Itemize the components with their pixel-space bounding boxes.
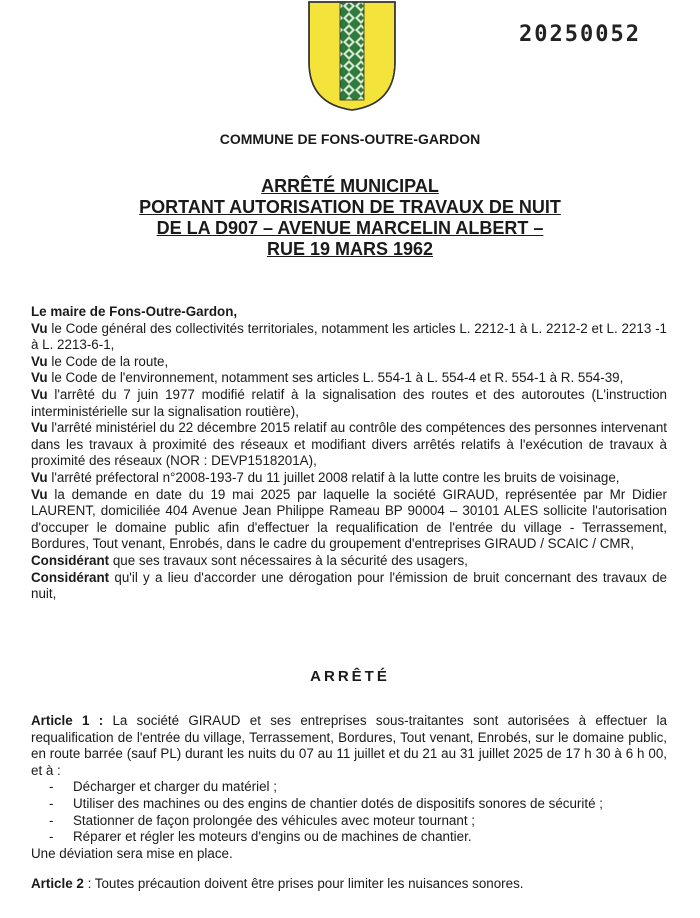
list-item: - Utiliser des machines ou des engins de chantier dotés de dispositifs sonores de sécurité ; [49, 796, 667, 813]
title-line: ARRÊTÉ MUNICIPAL [261, 176, 439, 196]
document-title [60, 176, 640, 260]
article-1-closing: Une déviation sera mise en place. [31, 845, 233, 861]
articles [31, 713, 667, 893]
municipal-crest-logo [307, 0, 397, 112]
preamble-vu: Vu l'arrêté préfectoral n°2008-193-7 du 11 juillet 2008 relatif à la lutte contre les bruits de voisinage, [31, 469, 620, 485]
preamble-vu: Vu l'arrêté du 7 juin 1977 modifié relatif à la signalisation des routes et des autoroutes (L'instruction interministérielle sur la signalisation routière), [31, 386, 667, 419]
preamble-vu: Vu le Code général des collectivités territoriales, notamment les articles L. 2212-1 à L. 2212-2 et L. 2213 -1 à L. 2213-6-1, [31, 320, 667, 353]
arrete-heading: ARRÊTÉ [310, 668, 390, 685]
title-line: DE LA D907 – AVENUE MARCELIN ALBERT – [156, 218, 544, 238]
article-1: Article 1 : La société GIRAUD et ses entreprises sous-traitantes sont autorisées à effectuer la requalification de l'entrée du village, Terrassement, Bordures, Tout venant, Enrobés, sur le domaine public, en route barrée (sauf PL) durant les nuits du 07 au 11 juillet et du 21 au 31 juillet 2025 de 17 h 30 à 6 h 00, et à : [31, 713, 667, 778]
preamble-considerant: Considérant qu'il y a lieu d'accorder une dérogation pour l'émission de bruit concernant des travaux de nuit, [31, 569, 667, 602]
article-1-list [31, 779, 667, 845]
title-line: RUE 19 MARS 1962 [266, 239, 434, 259]
preamble-vu: Vu le Code de l'environnement, notamment ses articles L. 554-1 à L. 554-4 et R. 554-1 à R. 554-39, [31, 370, 624, 386]
preamble-vu: Vu l'arrêté ministériel du 22 décembre 2015 relatif au contrôle des compétences des personnes intervenant dans les travaux à proximité des réseaux et modifiant divers arrêtés relatifs à l'exécution de travaux à proximité des réseaux (NOR : DEVP1518201A), [31, 420, 667, 469]
commune-name: COMMUNE DE FONS-OUTRE-GARDON [219, 131, 481, 147]
preamble [31, 304, 667, 603]
list-item: - Stationner de façon prolongée des véhicules avec moteur tournant ; [49, 813, 667, 830]
list-item: - Réparer et régler les moteurs d'engins ou de machines de chantier. [49, 829, 667, 846]
preamble-mayor: Le maire de Fons-Outre-Gardon, [31, 304, 238, 319]
preamble-considerant: Considérant que ses travaux sont nécessaires à la sécurité des usagers, [31, 552, 468, 568]
list-item: - Décharger et charger du matériel ; [49, 779, 667, 796]
title-line: PORTANT AUTORISATION DE TRAVAUX DE NUIT [139, 197, 561, 217]
article-2: Article 2 : Toutes précaution doivent être prises pour limiter les nuisances sonores. [31, 876, 524, 892]
preamble-vu: Vu la demande en date du 19 mai 2025 par laquelle la société GIRAUD, représentée par Mr Didier LAURENT, domiciliée 404 Avenue Jean Philippe Rameau BP 90004 – 30101 ALES sollicite l'autorisation d'occuper le domaine public afin d'effectuer la requalification de l'entrée du village - Terrassement, Bordures, Tout venant, Enrobés, dans le cadre du groupement d'entreprises GIRAUD / SCAIC / CMR, [31, 486, 667, 552]
preamble-vu: Vu le Code de la route, [31, 353, 169, 369]
document-number: 20250052 [519, 22, 641, 47]
